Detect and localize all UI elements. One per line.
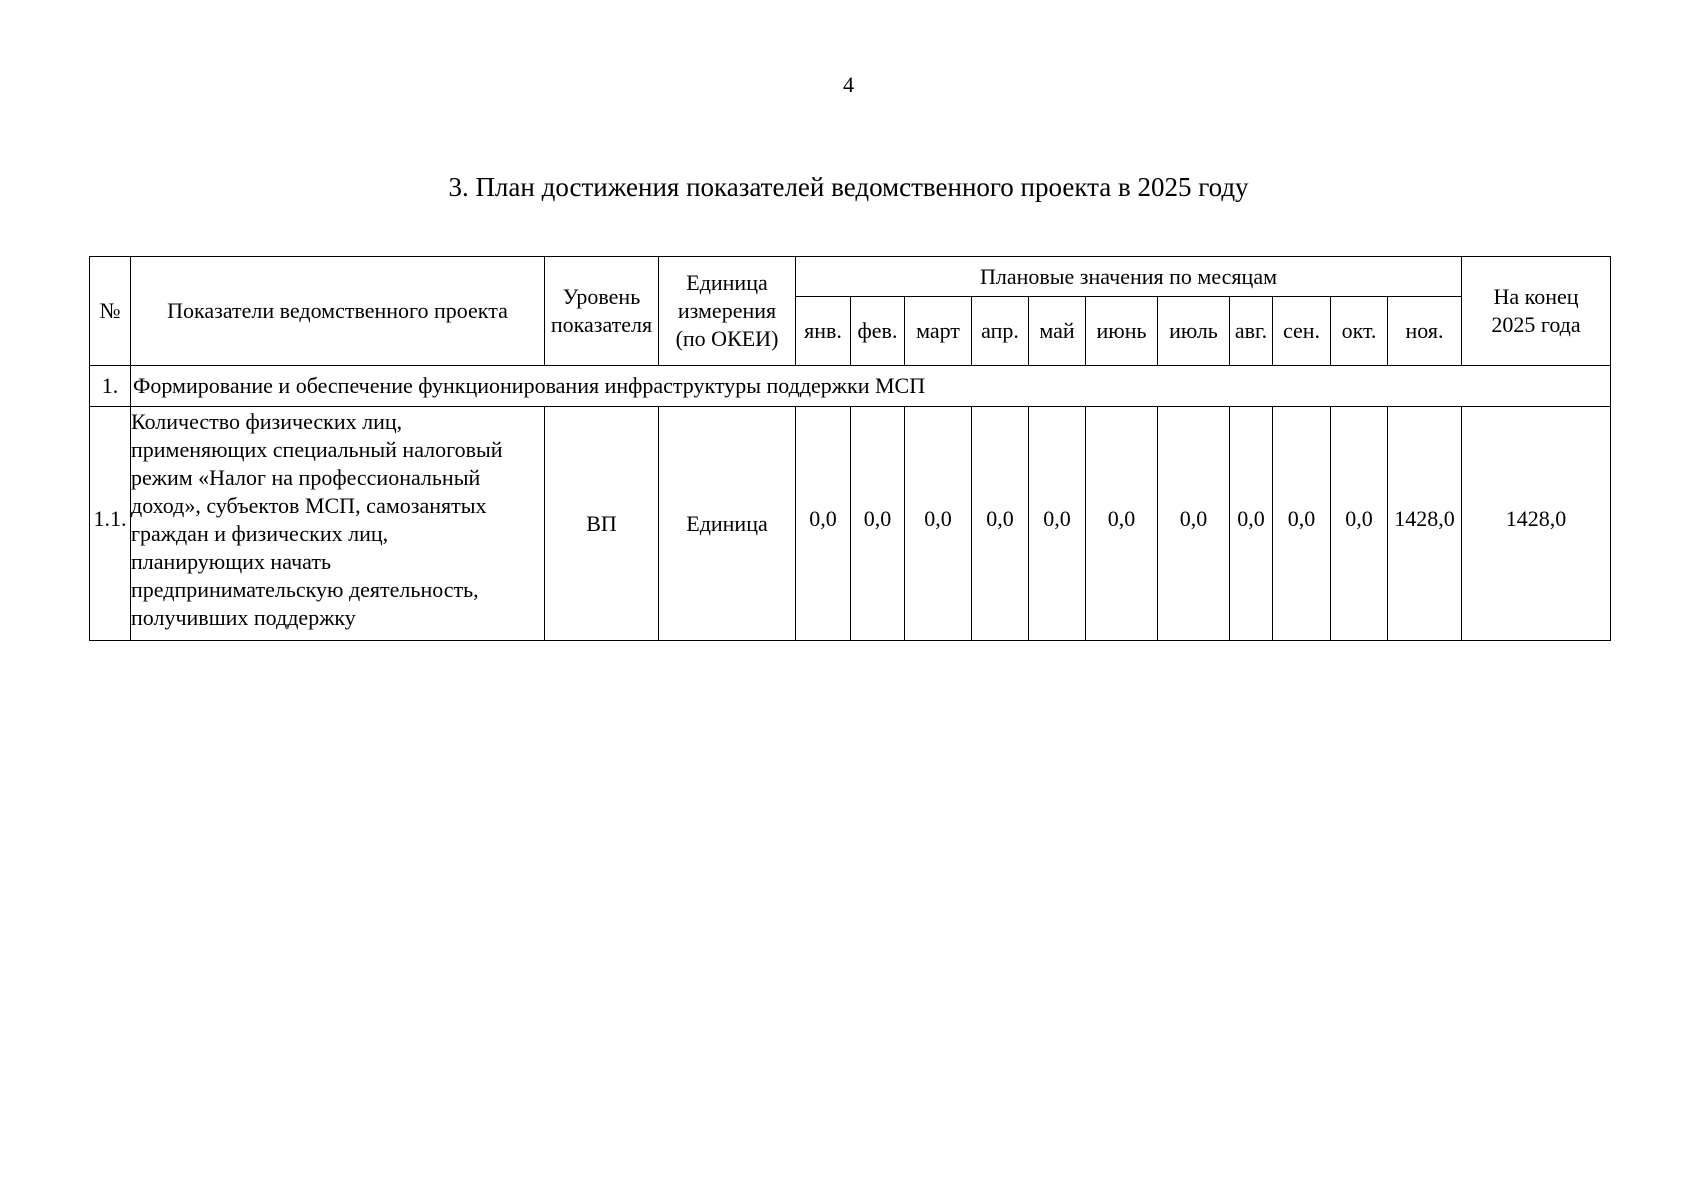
header-monthly-plan: Плановые значения по месяцам: [796, 257, 1462, 297]
value-sep: 0,0: [1273, 407, 1331, 641]
group-title: Формирование и обеспечение функционирования инфраструктуры поддержки МСП: [131, 366, 1611, 407]
header-unit-line3: (по ОКЕИ): [675, 326, 779, 351]
indicator-name-line: Количество физических лиц,: [131, 409, 403, 434]
header-month-apr: апр.: [972, 297, 1029, 366]
header-month-jan: янв.: [796, 297, 851, 366]
table-row-indicator: [90, 407, 1611, 641]
header-month-mar: март: [905, 297, 972, 366]
header-year-end-line2: 2025 года: [1491, 312, 1581, 337]
page-number: 4: [843, 72, 854, 97]
value-jan: 0,0: [796, 407, 851, 641]
indicator-name-line: предпринимательскую деятельность,: [131, 577, 479, 602]
value-feb: 0,0: [851, 407, 905, 641]
header-year-end: [1462, 257, 1611, 366]
value-nov: 1428,0: [1388, 407, 1462, 641]
header-month-sep: сен.: [1273, 297, 1331, 366]
table-row-group: [90, 366, 1611, 407]
header-month-jun: июнь: [1086, 297, 1158, 366]
indicator-name-line: планирующих начать: [131, 549, 331, 574]
indicator-name-line: доход», субъектов МСП, самозанятых: [131, 493, 487, 518]
indicator-name: [131, 407, 545, 641]
header-unit-line1: Единица: [686, 270, 768, 295]
header-level-line1: Уровень: [562, 284, 641, 309]
header-indicators: Показатели ведомственного проекта: [131, 257, 545, 366]
indicator-name-line: получивших поддержку: [131, 605, 356, 630]
header-month-nov: ноя.: [1388, 297, 1462, 366]
header-level: [545, 257, 659, 366]
header-month-aug: авг.: [1230, 297, 1273, 366]
header-month-oct: окт.: [1331, 297, 1388, 366]
indicator-unit: Единица: [659, 407, 796, 641]
header-year-end-line1: На конец: [1493, 284, 1579, 309]
header-unit-line2: измерения: [677, 298, 777, 323]
indicator-name-line: режим «Налог на профессиональный: [131, 465, 481, 490]
value-oct: 0,0: [1331, 407, 1388, 641]
section-title: 3. План достижения показателей ведомственного проекта в 2025 году: [448, 172, 1249, 202]
header-number: №: [90, 257, 131, 366]
value-jul: 0,0: [1158, 407, 1230, 641]
group-number: 1.: [90, 366, 131, 407]
header-month-feb: фев.: [851, 297, 905, 366]
value-apr: 0,0: [972, 407, 1029, 641]
value-year-end: 1428,0: [1462, 407, 1611, 641]
indicator-number: 1.1.: [90, 407, 131, 641]
indicator-name-line: граждан и физических лиц,: [131, 521, 389, 546]
indicator-name-line: применяющих специальный налоговый: [131, 437, 503, 462]
header-unit: [659, 257, 796, 366]
indicator-level: ВП: [545, 407, 659, 641]
indicators-plan-table: [89, 256, 1611, 641]
value-aug: 0,0: [1230, 407, 1273, 641]
header-month-jul: июль: [1158, 297, 1230, 366]
header-month-may: май: [1029, 297, 1086, 366]
value-jun: 0,0: [1086, 407, 1158, 641]
value-mar: 0,0: [905, 407, 972, 641]
header-level-line2: показателя: [550, 312, 653, 337]
value-may: 0,0: [1029, 407, 1086, 641]
